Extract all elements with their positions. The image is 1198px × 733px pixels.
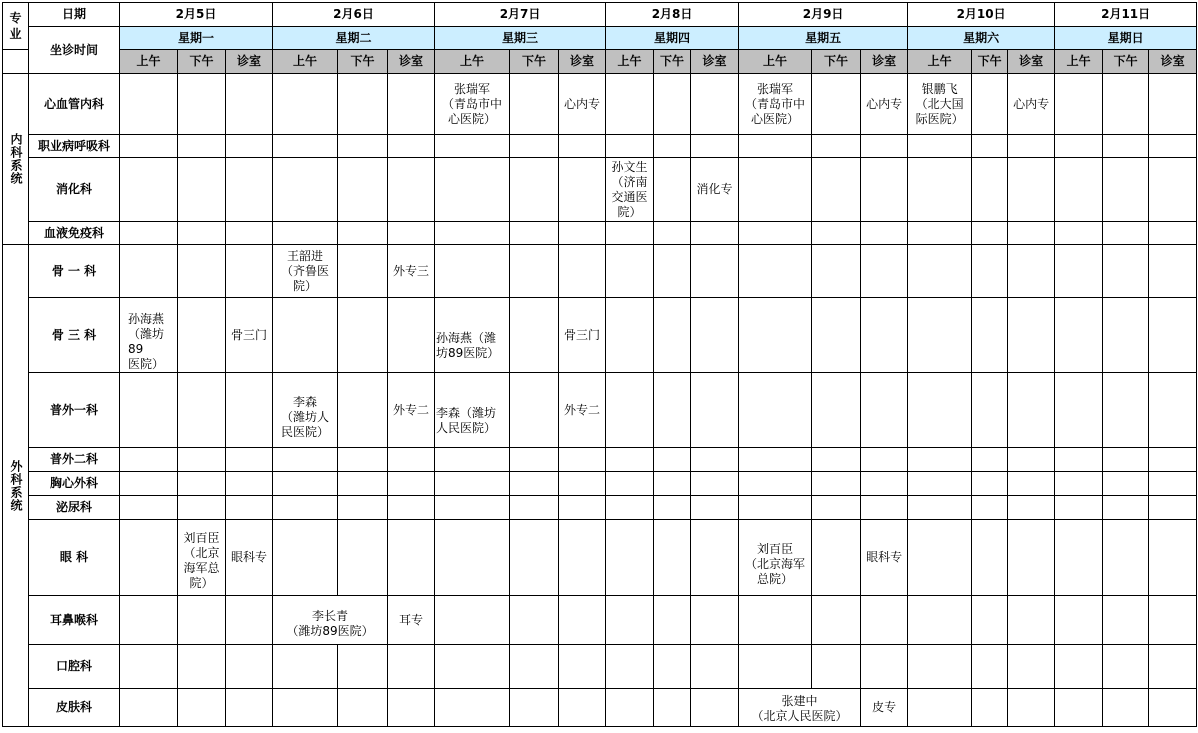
date-thu: 2月8日 [606, 3, 739, 27]
doctor-cell: 银鹏飞 （北大国 际医院） [908, 74, 972, 135]
date-mon: 2月5日 [120, 3, 273, 27]
room-cell: 心内专 [861, 74, 908, 135]
session-pm: 下午 [178, 50, 226, 74]
session-room: 诊室 [226, 50, 273, 74]
session-pm: 下午 [812, 50, 861, 74]
weekday-sun: 星期日 [1055, 27, 1197, 50]
doctor-cell: 张瑞军 （青岛市中 心医院） [739, 74, 812, 135]
doctor-cell: 刘百臣 （北京 海军总 院） [178, 520, 226, 596]
dept-gensurg1: 普外一科 [29, 373, 120, 448]
weekday-wed: 星期三 [435, 27, 606, 50]
weekday-tue: 星期二 [273, 27, 435, 50]
weekday-mon: 星期一 [120, 27, 273, 50]
weekday-sat: 星期六 [908, 27, 1055, 50]
dept-occ-resp: 职业病呼吸科 [29, 135, 120, 158]
session-room: 诊室 [1008, 50, 1055, 74]
weekday-thu: 星期四 [606, 27, 739, 50]
room-cell: 眼科专 [861, 520, 908, 596]
date-fri: 2月9日 [739, 3, 908, 27]
group-surgical: 外科系统 [3, 245, 29, 727]
date-sat: 2月10日 [908, 3, 1055, 27]
doctor-cell: 李森 （潍坊人 民医院） [273, 373, 338, 448]
date-label: 日期 [29, 3, 120, 27]
session-room: 诊室 [388, 50, 435, 74]
session-pm: 下午 [654, 50, 691, 74]
time-label: 坐诊时间 [29, 27, 120, 74]
dept-derm: 皮肤科 [29, 689, 120, 727]
date-sun: 2月11日 [1055, 3, 1197, 27]
dept-blood-immune: 血液免疫科 [29, 222, 120, 245]
room-cell: 外专二 [388, 373, 435, 448]
dept-dental: 口腔科 [29, 645, 120, 689]
room-cell: 眼科专 [226, 520, 273, 596]
room-cell: 消化专 [691, 158, 739, 222]
dept-thoracic: 胸心外科 [29, 472, 120, 496]
session-am: 上午 [120, 50, 178, 74]
doctor-cell: 张瑞军 （青岛市中 心医院） [435, 74, 510, 135]
session-am: 上午 [739, 50, 812, 74]
room-cell: 骨三门 [226, 298, 273, 373]
session-room: 诊室 [691, 50, 739, 74]
dept-ent: 耳鼻喉科 [29, 596, 120, 645]
session-room: 诊室 [559, 50, 606, 74]
dept-ortho3: 骨 三 科 [29, 298, 120, 373]
room-cell: 外专三 [388, 245, 435, 298]
group-internal: 内科系统 [3, 74, 29, 245]
dept-cardio: 心血管内科 [29, 74, 120, 135]
date-tue: 2月6日 [273, 3, 435, 27]
session-am: 上午 [908, 50, 972, 74]
doctor-cell: 孙文生 （济南 交通医 院） [606, 158, 654, 222]
dept-gensurg2: 普外二科 [29, 448, 120, 472]
dept-gastro: 消化科 [29, 158, 120, 222]
session-am: 上午 [435, 50, 510, 74]
session-pm: 下午 [1103, 50, 1149, 74]
dept-urology: 泌尿科 [29, 496, 120, 520]
session-pm: 下午 [338, 50, 388, 74]
session-room: 诊室 [861, 50, 908, 74]
session-am: 上午 [606, 50, 654, 74]
doctor-cell: 孙海燕（潍 坊89医院） [435, 298, 510, 373]
session-pm: 下午 [510, 50, 559, 74]
room-cell: 耳专 [388, 596, 435, 645]
weekday-fri: 星期五 [739, 27, 908, 50]
specialty-header-bottom [3, 50, 29, 74]
session-am: 上午 [273, 50, 338, 74]
schedule-table [2, 2, 1197, 727]
doctor-cell: 李长青 （潍坊89医院） [273, 596, 388, 645]
session-room: 诊室 [1149, 50, 1197, 74]
session-pm: 下午 [972, 50, 1008, 74]
dept-eye: 眼 科 [29, 520, 120, 596]
dept-ortho1: 骨 一 科 [29, 245, 120, 298]
room-cell: 心内专 [1008, 74, 1055, 135]
doctor-cell: 张建中 （北京人民医院） [739, 689, 861, 727]
room-cell: 皮专 [861, 689, 908, 727]
room-cell: 骨三门 [559, 298, 606, 373]
doctor-cell: 孙海燕 （潍坊89 医院） [120, 298, 178, 373]
room-cell: 外专二 [559, 373, 606, 448]
specialty-header: 专业 [3, 3, 29, 50]
room-cell: 心内专 [559, 74, 606, 135]
session-am: 上午 [1055, 50, 1103, 74]
doctor-cell: 李森（潍坊 人民医院） [435, 373, 510, 448]
doctor-cell: 刘百臣 （北京海军 总院） [739, 520, 812, 596]
doctor-cell: 王韶进 （齐鲁医 院） [273, 245, 338, 298]
date-wed: 2月7日 [435, 3, 606, 27]
